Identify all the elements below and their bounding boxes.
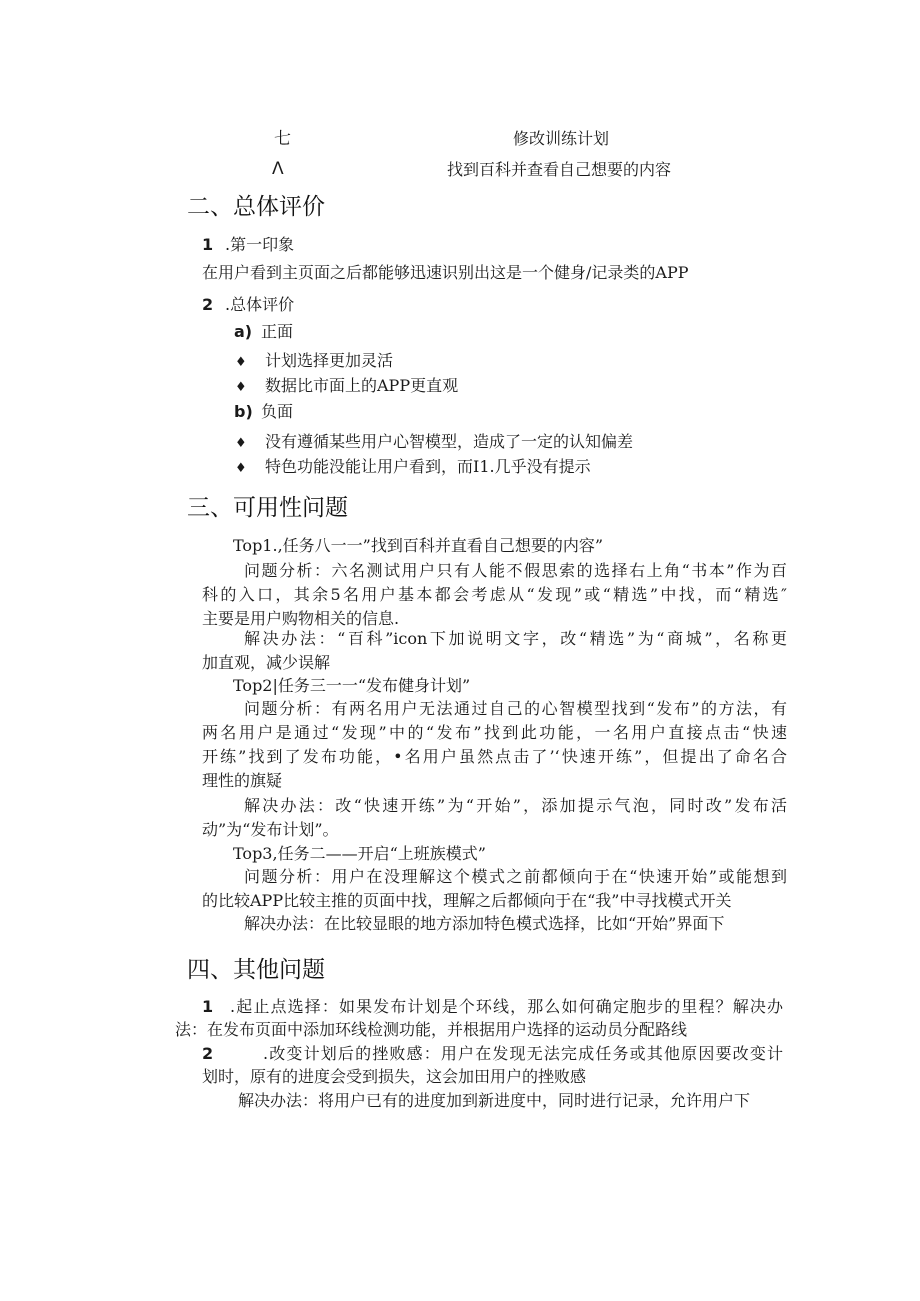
diamond-bullet-icon: ♦ bbox=[235, 380, 247, 395]
item-number: 2 bbox=[202, 295, 214, 314]
paragraph-line: 问题分析：用户在没理解这个模式之前都倾向于在“快速开始”或能想到 bbox=[244, 867, 787, 886]
paragraph-line: 解决办法：改“快速开练”为“开始”，添加提示气泡，同时改”发布活 bbox=[244, 796, 787, 815]
paragraph-line: 解决办法：将用户已有的进度加到新进度中，同时进行记录，允许用户下 bbox=[238, 1091, 751, 1110]
issue-title: Top2|任务三一一“发布健身计划” bbox=[233, 676, 471, 695]
paragraph-line: 法：在发布页面中添加环线检测功能，并根据用户选择的运动员分配路线 bbox=[175, 1020, 688, 1039]
paragraph-line: 主要是用户购物相关的信息. bbox=[202, 609, 400, 628]
task-row-text: 找到百科并查看自己想要的内容 bbox=[447, 160, 672, 179]
diamond-bullet-icon: ♦ bbox=[235, 355, 247, 370]
paragraph-line: 两名用户是通过“发现”中的“发布”找到此功能，一名用户直接点击“快速 bbox=[202, 723, 787, 742]
section-heading: 二、总体评价 bbox=[187, 194, 325, 220]
paragraph-line: 在用户看到主页面之后都能够迅速识别出这是一个健身/记录类的APP bbox=[202, 263, 689, 282]
paragraph-line: 开练”找到了发布功能，•名用户虽然点击了’‘快速开练”，但提出了命名合 bbox=[202, 747, 787, 766]
paragraph-line: 科的入口，其余5名用户基本都会考虑从“发现”或“精选”中找，而“精选″ bbox=[202, 585, 787, 604]
bullet-text: 计划选择更加灵活 bbox=[265, 351, 394, 370]
paragraph-line: .起止点选择：如果发布计划是个环线，那么如何确定胞步的里程？解决办 bbox=[230, 997, 783, 1016]
issue-title: Top3,任务二——开启“上班族模式” bbox=[233, 844, 486, 863]
bullet-text: 没有遵循某些用户心智模型，造成了一定的认知偏差 bbox=[265, 432, 634, 451]
paragraph-line: 理性的旗疑 bbox=[202, 771, 283, 790]
sub-label: 负面 bbox=[261, 402, 294, 421]
paragraph-line: 问题分析：有两名用户无法通过自己的心智模型找到“发布”的方法，有 bbox=[244, 699, 787, 718]
paragraph-line: 解决办法：“百科”icon下加说明文字，改“精选”为“商城”，名称更 bbox=[244, 629, 787, 648]
bullet-text: 数据比市面上的APP更直观 bbox=[265, 376, 459, 395]
task-row-number: Λ bbox=[272, 159, 284, 179]
issue-title: Top1.,任务八一一”找到百科并直看自己想要的内容” bbox=[233, 536, 604, 555]
diamond-bullet-icon: ♦ bbox=[235, 461, 247, 476]
paragraph-line: 的比较APP比较主推的页面中找，理解之后都倾向于在“我”中寻找模式开关 bbox=[202, 891, 732, 910]
item-title: .第一印象 bbox=[225, 235, 295, 254]
sub-marker: a) bbox=[234, 322, 253, 341]
task-row-number: 七 bbox=[274, 129, 291, 149]
paragraph-line: 解决办法：在比较显眼的地方添加特色模式选择，比如“开始”界面下 bbox=[244, 914, 725, 933]
paragraph-line: 问题分析：六名测试用户只有人能不假思索的选择右上角“书本”作为百 bbox=[244, 561, 787, 580]
paragraph-line: 划时，原有的进度会受到损失，这会加田用户的挫败感 bbox=[202, 1067, 587, 1086]
item-number: 2 bbox=[202, 1044, 214, 1063]
paragraph-line: .改变计划后的挫败感：用户在发现无法完成任务或其他原因要改变计 bbox=[263, 1044, 783, 1063]
sub-marker: b) bbox=[234, 402, 253, 421]
paragraph-line: 动”为“发布计划”。 bbox=[202, 820, 339, 839]
section-heading: 三、可用性问题 bbox=[187, 495, 348, 521]
item-number: 1 bbox=[202, 235, 214, 254]
task-row-text: 修改训练计划 bbox=[513, 129, 610, 148]
diamond-bullet-icon: ♦ bbox=[235, 436, 247, 451]
paragraph-line: 加直观，减少误解 bbox=[202, 653, 331, 672]
item-title: .总体评价 bbox=[225, 295, 295, 314]
item-number: 1 bbox=[202, 997, 214, 1016]
section-heading: 四、其他问题 bbox=[187, 957, 325, 983]
bullet-text: 特色功能没能让用户看到，而I1.几乎没有提示 bbox=[265, 457, 591, 476]
sub-label: 正面 bbox=[261, 322, 294, 341]
